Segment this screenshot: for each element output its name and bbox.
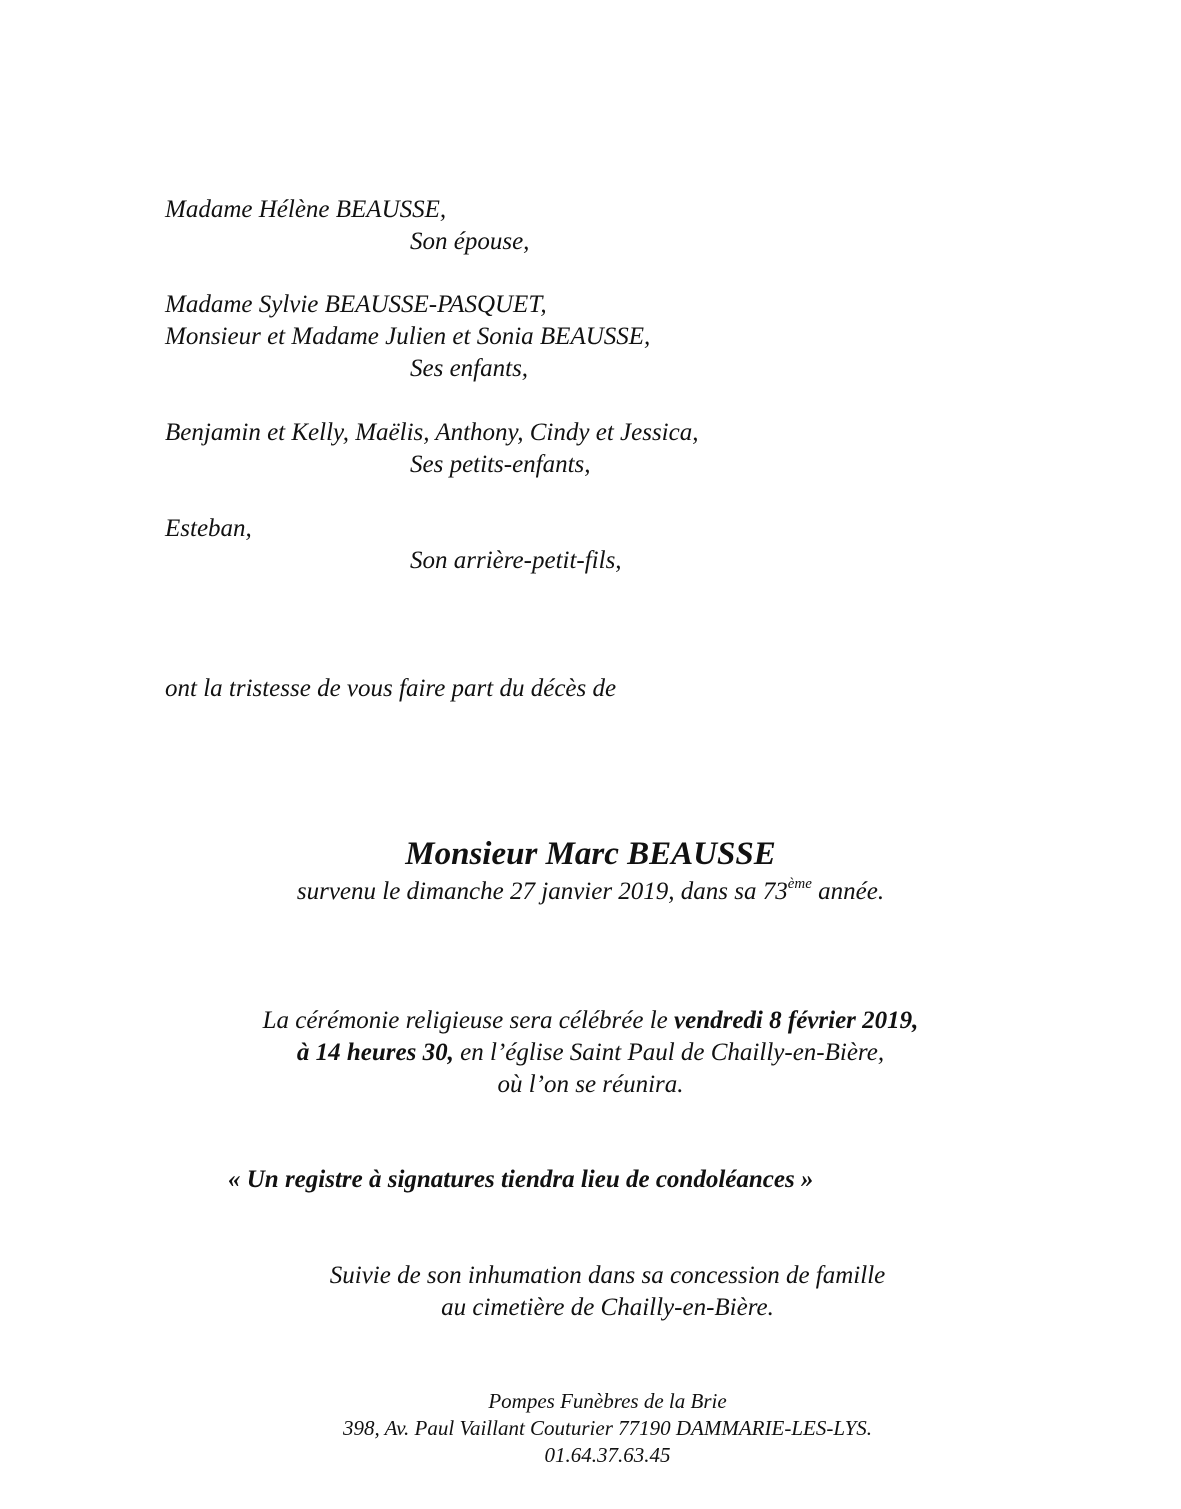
great-grandchild-name: Esteban, [165, 515, 252, 542]
ceremony-place: en l’église Saint Paul de Chailly-en-Bière, [453, 1039, 885, 1066]
great-grandchild-relation: Son arrière-petit-fils, [410, 547, 622, 574]
funeral-home-name: Pompes Funèbres de la Brie [488, 1389, 727, 1413]
deceased-name: Monsieur Marc BEAUSSE [405, 836, 776, 872]
funeral-home-phone: 01.64.37.63.45 [544, 1443, 671, 1467]
death-date-suffix: année. [811, 878, 885, 905]
grandchildren-relation: Ses petits-enfants, [410, 451, 591, 478]
spouse-name: Madame Hélène BEAUSSE, [165, 196, 447, 223]
ceremony-line-1 [0, 1005, 1181, 1037]
spouse-relation: Son épouse, [410, 228, 530, 255]
ceremony-line-2 [0, 1037, 1181, 1069]
grandchildren-names: Benjamin et Kelly, Maëlis, Anthony, Cindy et Jessica, [165, 419, 699, 446]
child-name: Monsieur et Madame Julien et Sonia BEAUSSE, [165, 323, 651, 350]
condolences-notice: « Un registre à signatures tiendra lieu de condoléances » [228, 1166, 814, 1193]
children-relation: Ses enfants, [410, 355, 529, 382]
child-name: Madame Sylvie BEAUSSE-PASQUET, [165, 291, 547, 318]
ceremony-line-3: où l’on se réunira. [497, 1071, 684, 1098]
ordinal-suffix: ème [787, 876, 812, 892]
death-date-line [0, 876, 1181, 908]
ceremony-intro: La cérémonie religieuse sera célébrée le [262, 1007, 675, 1034]
death-date-prefix: survenu le dimanche 27 janvier 2019, dans sa 73 [296, 878, 788, 905]
funeral-home-address: 398, Av. Paul Vaillant Couturier 77190 DAMMARIE-LES-LYS. [342, 1416, 873, 1440]
announcement-text: ont la tristesse de vous faire part du décès de [165, 675, 617, 702]
ceremony-date: vendredi 8 février 2019, [674, 1007, 919, 1034]
ceremony-time: à 14 heures 30, [296, 1039, 454, 1066]
burial-line-2: au cimetière de Chailly-en-Bière. [441, 1294, 774, 1321]
burial-line-1: Suivie de son inhumation dans sa concession de famille [329, 1262, 886, 1289]
